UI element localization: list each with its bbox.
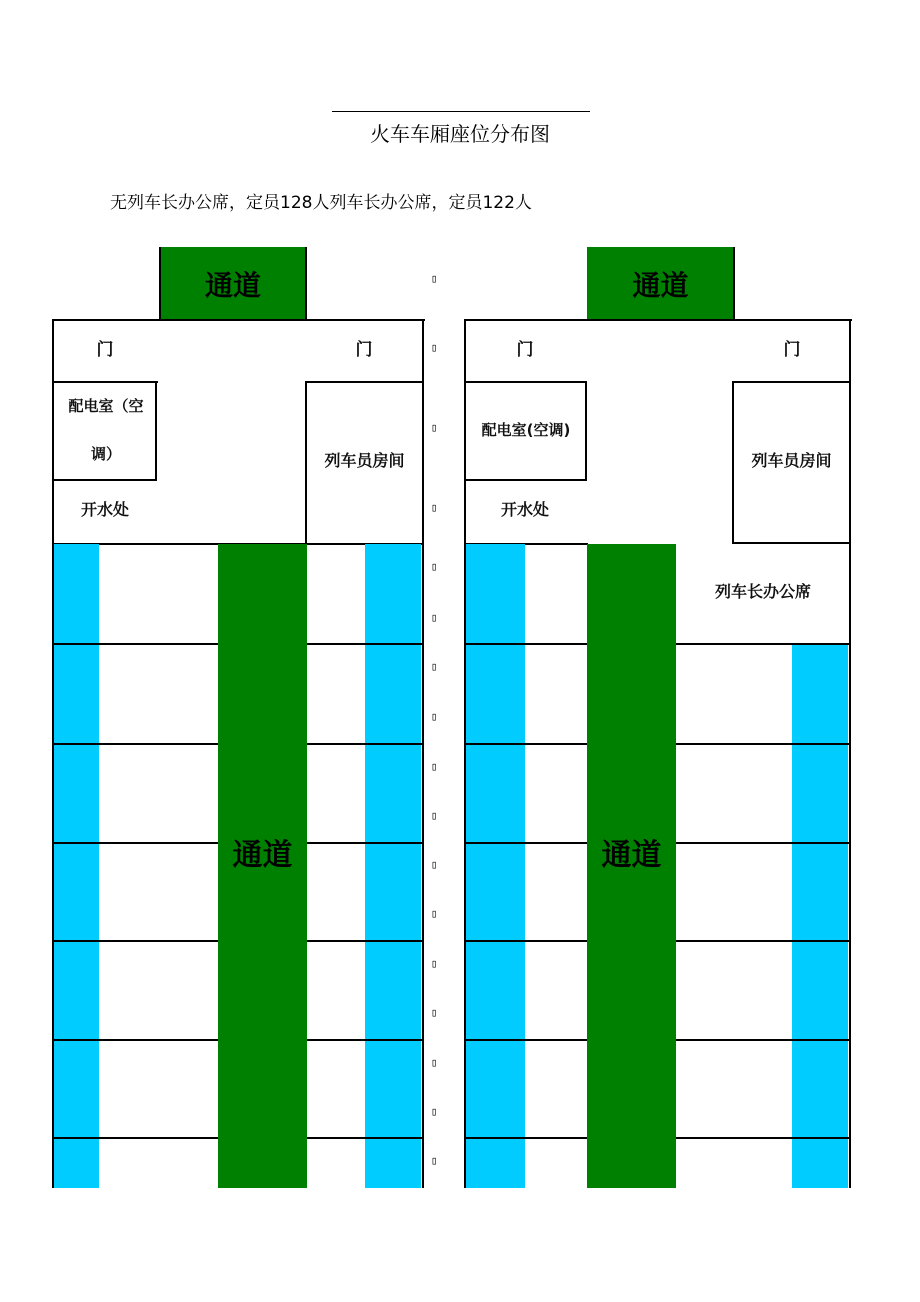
separator-mark: ▯	[430, 1154, 438, 1167]
separator-mark: ▯	[430, 1105, 438, 1118]
left-seat-column-window-r	[365, 544, 421, 1188]
right-door-2: 门	[783, 339, 801, 360]
separator-mark: ▯	[430, 501, 438, 514]
right-power-room-label: 配电室(空调)	[481, 420, 571, 439]
left-top-aisle-border-l	[159, 247, 161, 320]
separator-mark: ▯	[430, 272, 438, 285]
left-staff-room-label: 列车员房间	[324, 450, 405, 470]
separator-mark: ▯	[430, 341, 438, 354]
left-row-line	[52, 842, 218, 844]
left-door-2: 门	[355, 339, 373, 360]
separator-mark: ▯	[430, 1056, 438, 1069]
left-car-right-edge	[422, 319, 424, 1188]
right-row-line	[676, 1137, 851, 1139]
left-seat-column-window-l	[54, 544, 99, 1188]
separator-mark: ▯	[430, 957, 438, 970]
separator-mark: ▯	[430, 421, 438, 434]
right-row-line	[676, 842, 851, 844]
right-staff-room-label: 列车员房间	[751, 450, 832, 470]
right-seat-column-window-r	[792, 644, 848, 1188]
right-row-line	[464, 842, 587, 844]
left-row-line	[52, 643, 218, 645]
right-row-line	[676, 743, 851, 745]
right-row-line	[464, 643, 587, 645]
right-row-line	[464, 1039, 587, 1041]
left-top-aisle-label: 通道	[204, 268, 261, 302]
right-row-line	[676, 940, 851, 942]
left-car-top-edge	[52, 319, 425, 321]
right-top-aisle	[587, 247, 734, 320]
right-seat-column-window-l	[466, 544, 525, 1188]
left-row-line	[52, 1039, 218, 1041]
right-row-line	[464, 743, 587, 745]
left-main-aisle-label: 通道	[232, 838, 293, 873]
left-door-1: 门	[96, 339, 114, 360]
separator-mark: ▯	[430, 760, 438, 773]
left-row-line	[307, 1137, 424, 1139]
page-subtitle: 无列车长办公席，定员128人列车长办公席，定员122人	[110, 193, 532, 213]
separator-mark: ▯	[430, 660, 438, 673]
left-row-line	[52, 940, 218, 942]
separator-mark: ▯	[430, 907, 438, 920]
right-row-line	[676, 643, 851, 645]
left-top-aisle-border-r	[305, 247, 307, 320]
separator-mark: ▯	[430, 1006, 438, 1019]
page-title: 火车车厢座位分布图	[370, 122, 550, 146]
left-row-line	[52, 743, 218, 745]
right-water-label: 开水处	[500, 499, 549, 519]
right-row-line	[676, 1039, 851, 1041]
right-top-aisle-label: 通道	[632, 268, 689, 302]
left-top-aisle	[160, 247, 306, 320]
right-door-1: 门	[516, 339, 534, 360]
right-conductor-office-label: 列车长办公席	[714, 581, 811, 601]
left-power-room-label-1: 配电室（空	[68, 396, 144, 415]
left-water-label: 开水处	[80, 499, 129, 519]
right-row-line	[464, 1137, 587, 1139]
separator-mark: ▯	[430, 710, 438, 723]
right-car-top-edge	[464, 319, 852, 321]
right-top-aisle-border-r	[733, 247, 735, 320]
left-row-line	[307, 842, 424, 844]
left-row-line	[307, 643, 424, 645]
left-row-line	[307, 940, 424, 942]
separator-mark: ▯	[430, 809, 438, 822]
right-row-line	[464, 940, 587, 942]
separator-mark: ▯	[430, 560, 438, 573]
left-power-room-label-2: 调）	[90, 444, 121, 463]
left-row-line	[52, 1137, 218, 1139]
separator-mark: ▯	[430, 858, 438, 871]
title-rule	[332, 111, 590, 112]
right-main-aisle-label: 通道	[601, 838, 662, 873]
left-row-line	[307, 743, 424, 745]
left-door-divider-b	[305, 381, 424, 383]
separator-mark: ▯	[430, 611, 438, 624]
left-row-line	[307, 1039, 424, 1041]
